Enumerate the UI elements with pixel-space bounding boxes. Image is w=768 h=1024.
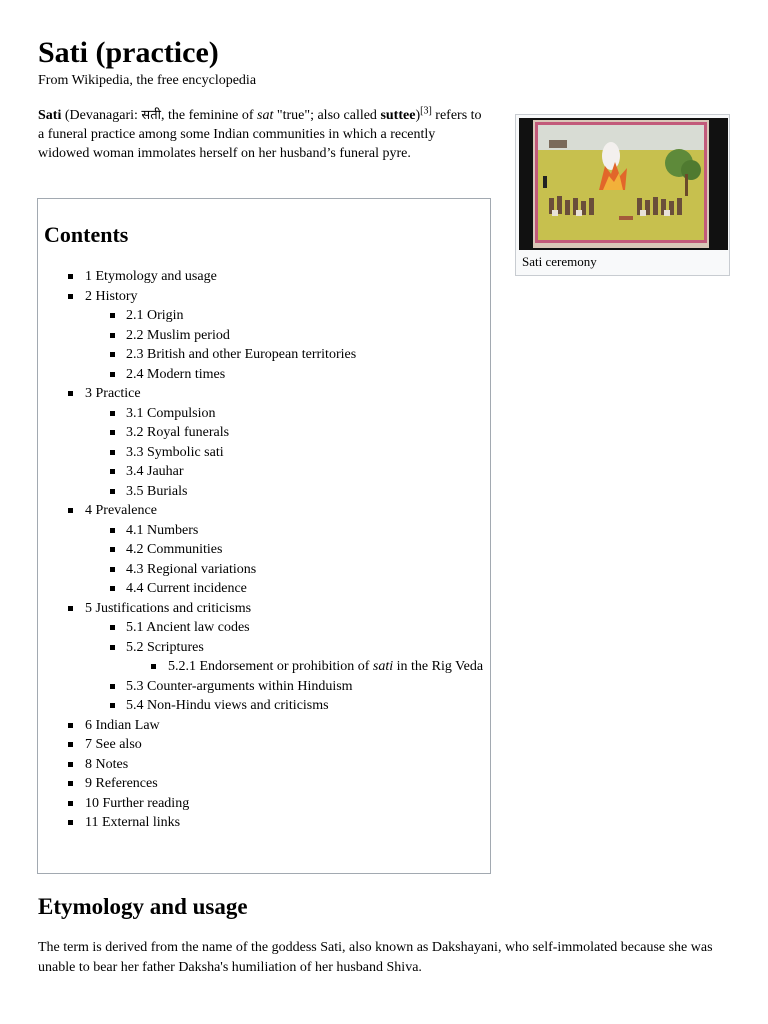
toc-item-royal-funerals[interactable]: [38, 423, 492, 443]
intro-text-devanagari-prefix: (Devanagari:: [61, 108, 142, 123]
toc-item-label[interactable]: 2 History: [85, 288, 138, 304]
toc-item-current-incidence[interactable]: [38, 579, 492, 599]
toc-item-label[interactable]: 6 Indian Law: [85, 717, 160, 733]
page-subtitle: From Wikipedia, the free encyclopedia: [38, 73, 257, 88]
bullet-icon: [68, 762, 73, 767]
bullet-icon: [68, 274, 73, 279]
toc-item-see-also[interactable]: [38, 735, 492, 755]
bullet-icon: [68, 820, 73, 825]
toc-item-british-territories[interactable]: [38, 345, 492, 365]
bullet-icon: [110, 430, 115, 435]
toc-item-indian-law[interactable]: [38, 716, 492, 736]
bullet-icon: [110, 547, 115, 552]
toc-item-label[interactable]: 1 Etymology and usage: [85, 269, 217, 284]
toc-item-jauhar[interactable]: [38, 462, 492, 482]
intro-text-rest: refers to a funeral practice among some Indian communities in which a recently widowed woman immolates herself on her husband’s funeral pyre.: [38, 108, 482, 161]
toc-item-modern-times[interactable]: [38, 365, 492, 385]
toc-item-rig-veda[interactable]: [38, 657, 492, 677]
toc-item-label[interactable]: 3.1 Compulsion: [126, 405, 216, 421]
intro-text-feminine: , the feminine of: [161, 108, 258, 123]
bullet-icon: [110, 352, 115, 357]
toc-item-label[interactable]: 3.3 Symbolic sati: [126, 444, 224, 460]
bullet-icon: [110, 703, 115, 708]
bullet-icon: [110, 489, 115, 494]
bullet-icon: [68, 801, 73, 806]
toc-item-communities[interactable]: [38, 540, 492, 560]
intro-close-paren: ): [415, 108, 421, 123]
painting-image[interactable]: [519, 118, 728, 250]
toc-item-label[interactable]: 8 Notes: [85, 756, 129, 772]
toc-item-label[interactable]: 3 Practice: [85, 386, 141, 401]
toc-item-ancient-law-codes[interactable]: [38, 618, 492, 638]
toc-item-justifications[interactable]: [38, 599, 492, 619]
toc-item-label[interactable]: 4.2 Communities: [126, 542, 223, 557]
toc-item-label[interactable]: 5.2 Scriptures: [126, 639, 204, 655]
toc-item-counter-arguments[interactable]: [38, 677, 492, 697]
bullet-icon: [110, 684, 115, 689]
page-title: Sati (practice): [38, 36, 219, 69]
toc-item-label[interactable]: 5.2.1 Endorsement or prohibition of sati in the Rig Veda: [168, 659, 484, 674]
toc-item-prevalence[interactable]: [38, 501, 492, 521]
toc-item-label[interactable]: 4.1 Numbers: [126, 522, 199, 538]
bullet-icon: [110, 567, 115, 572]
toc-item-label[interactable]: 3.2 Royal funerals: [126, 425, 230, 440]
toc-item-etymology[interactable]: [38, 267, 492, 287]
toc-item-label[interactable]: 2.1 Origin: [126, 308, 184, 323]
toc-item-label[interactable]: 11 External links: [85, 815, 181, 830]
toc-item-non-hindu-views[interactable]: [38, 696, 492, 716]
toc-item-label[interactable]: 3.4 Jauhar: [126, 464, 184, 479]
toc-item-label[interactable]: 5.3 Counter-arguments within Hinduism: [126, 678, 353, 694]
bullet-icon: [68, 742, 73, 747]
bullet-icon: [68, 606, 73, 611]
toc-item-label[interactable]: 9 References: [85, 776, 158, 791]
bullet-icon: [110, 586, 115, 591]
bullet-icon: [68, 294, 73, 299]
bullet-icon: [68, 781, 73, 786]
section-paragraph: The term is derived from the name of the goddess Sati, also known as Dakshayani, who self-immolated because she was unable to bear her father Daksha's humiliation of her husband Shiva.: [38, 940, 713, 975]
toc-item-burials[interactable]: [38, 482, 492, 502]
bullet-icon: [110, 469, 115, 474]
toc-item-practice[interactable]: [38, 384, 492, 404]
toc-item-label[interactable]: 2.3 British and other European territories: [126, 347, 357, 362]
toc-item-symbolic-sati[interactable]: [38, 443, 492, 463]
toc-item-label[interactable]: 4 Prevalence: [85, 503, 157, 518]
bullet-icon: [110, 528, 115, 533]
intro-paragraph: [38, 106, 483, 163]
intro-sat: sat: [257, 108, 274, 123]
toc-list: [38, 267, 492, 833]
bullet-icon: [110, 313, 115, 318]
section-heading-etymology: Etymology and usage: [38, 894, 248, 919]
toc-item-label[interactable]: 10 Further reading: [85, 795, 190, 811]
bullet-icon: [68, 391, 73, 396]
intro-reference-link[interactable]: [3]: [420, 105, 432, 117]
intro-text-true: "true"; also called: [273, 108, 381, 123]
bullet-icon: [110, 411, 115, 416]
bullet-icon: [151, 664, 156, 669]
toc-item-notes[interactable]: [38, 755, 492, 775]
toc-item-label[interactable]: 5.4 Non-Hindu views and criticisms: [126, 698, 329, 713]
toc-item-label[interactable]: 2.4 Modern times: [126, 366, 226, 382]
toc-item-label[interactable]: 7 See also: [85, 737, 142, 752]
toc-title: Contents: [44, 222, 129, 247]
bullet-icon: [110, 450, 115, 455]
toc-item-history[interactable]: [38, 287, 492, 307]
toc-item-label[interactable]: 3.5 Burials: [126, 483, 188, 499]
table-of-contents: [37, 198, 491, 874]
infobox: [515, 114, 730, 276]
toc-item-numbers[interactable]: [38, 521, 492, 541]
bullet-icon: [110, 333, 115, 338]
toc-item-regional-variations[interactable]: [38, 560, 492, 580]
intro-devanagari: सती: [141, 108, 161, 123]
toc-item-scriptures[interactable]: [38, 638, 492, 658]
toc-item-label[interactable]: 5.1 Ancient law codes: [126, 620, 250, 635]
toc-item-external-links[interactable]: [38, 813, 492, 833]
toc-item-label[interactable]: 2.2 Muslim period: [126, 327, 230, 343]
toc-item-further-reading[interactable]: [38, 794, 492, 814]
intro-term: Sati: [38, 108, 62, 123]
bullet-icon: [110, 372, 115, 377]
toc-item-muslim-period[interactable]: [38, 326, 492, 346]
bullet-icon: [68, 723, 73, 728]
bullet-icon: [68, 508, 73, 513]
intro-suttee: suttee: [380, 108, 416, 123]
bullet-icon: [110, 625, 115, 630]
toc-item-references[interactable]: [38, 774, 492, 794]
image-caption: Sati ceremony: [522, 254, 597, 269]
toc-item-label[interactable]: 5 Justifications and criticisms: [85, 600, 252, 616]
toc-item-origin[interactable]: [38, 306, 492, 326]
toc-item-label[interactable]: 4.4 Current incidence: [126, 581, 247, 596]
bullet-icon: [110, 645, 115, 650]
toc-item-compulsion[interactable]: [38, 404, 492, 424]
toc-item-label[interactable]: 4.3 Regional variations: [126, 561, 257, 577]
